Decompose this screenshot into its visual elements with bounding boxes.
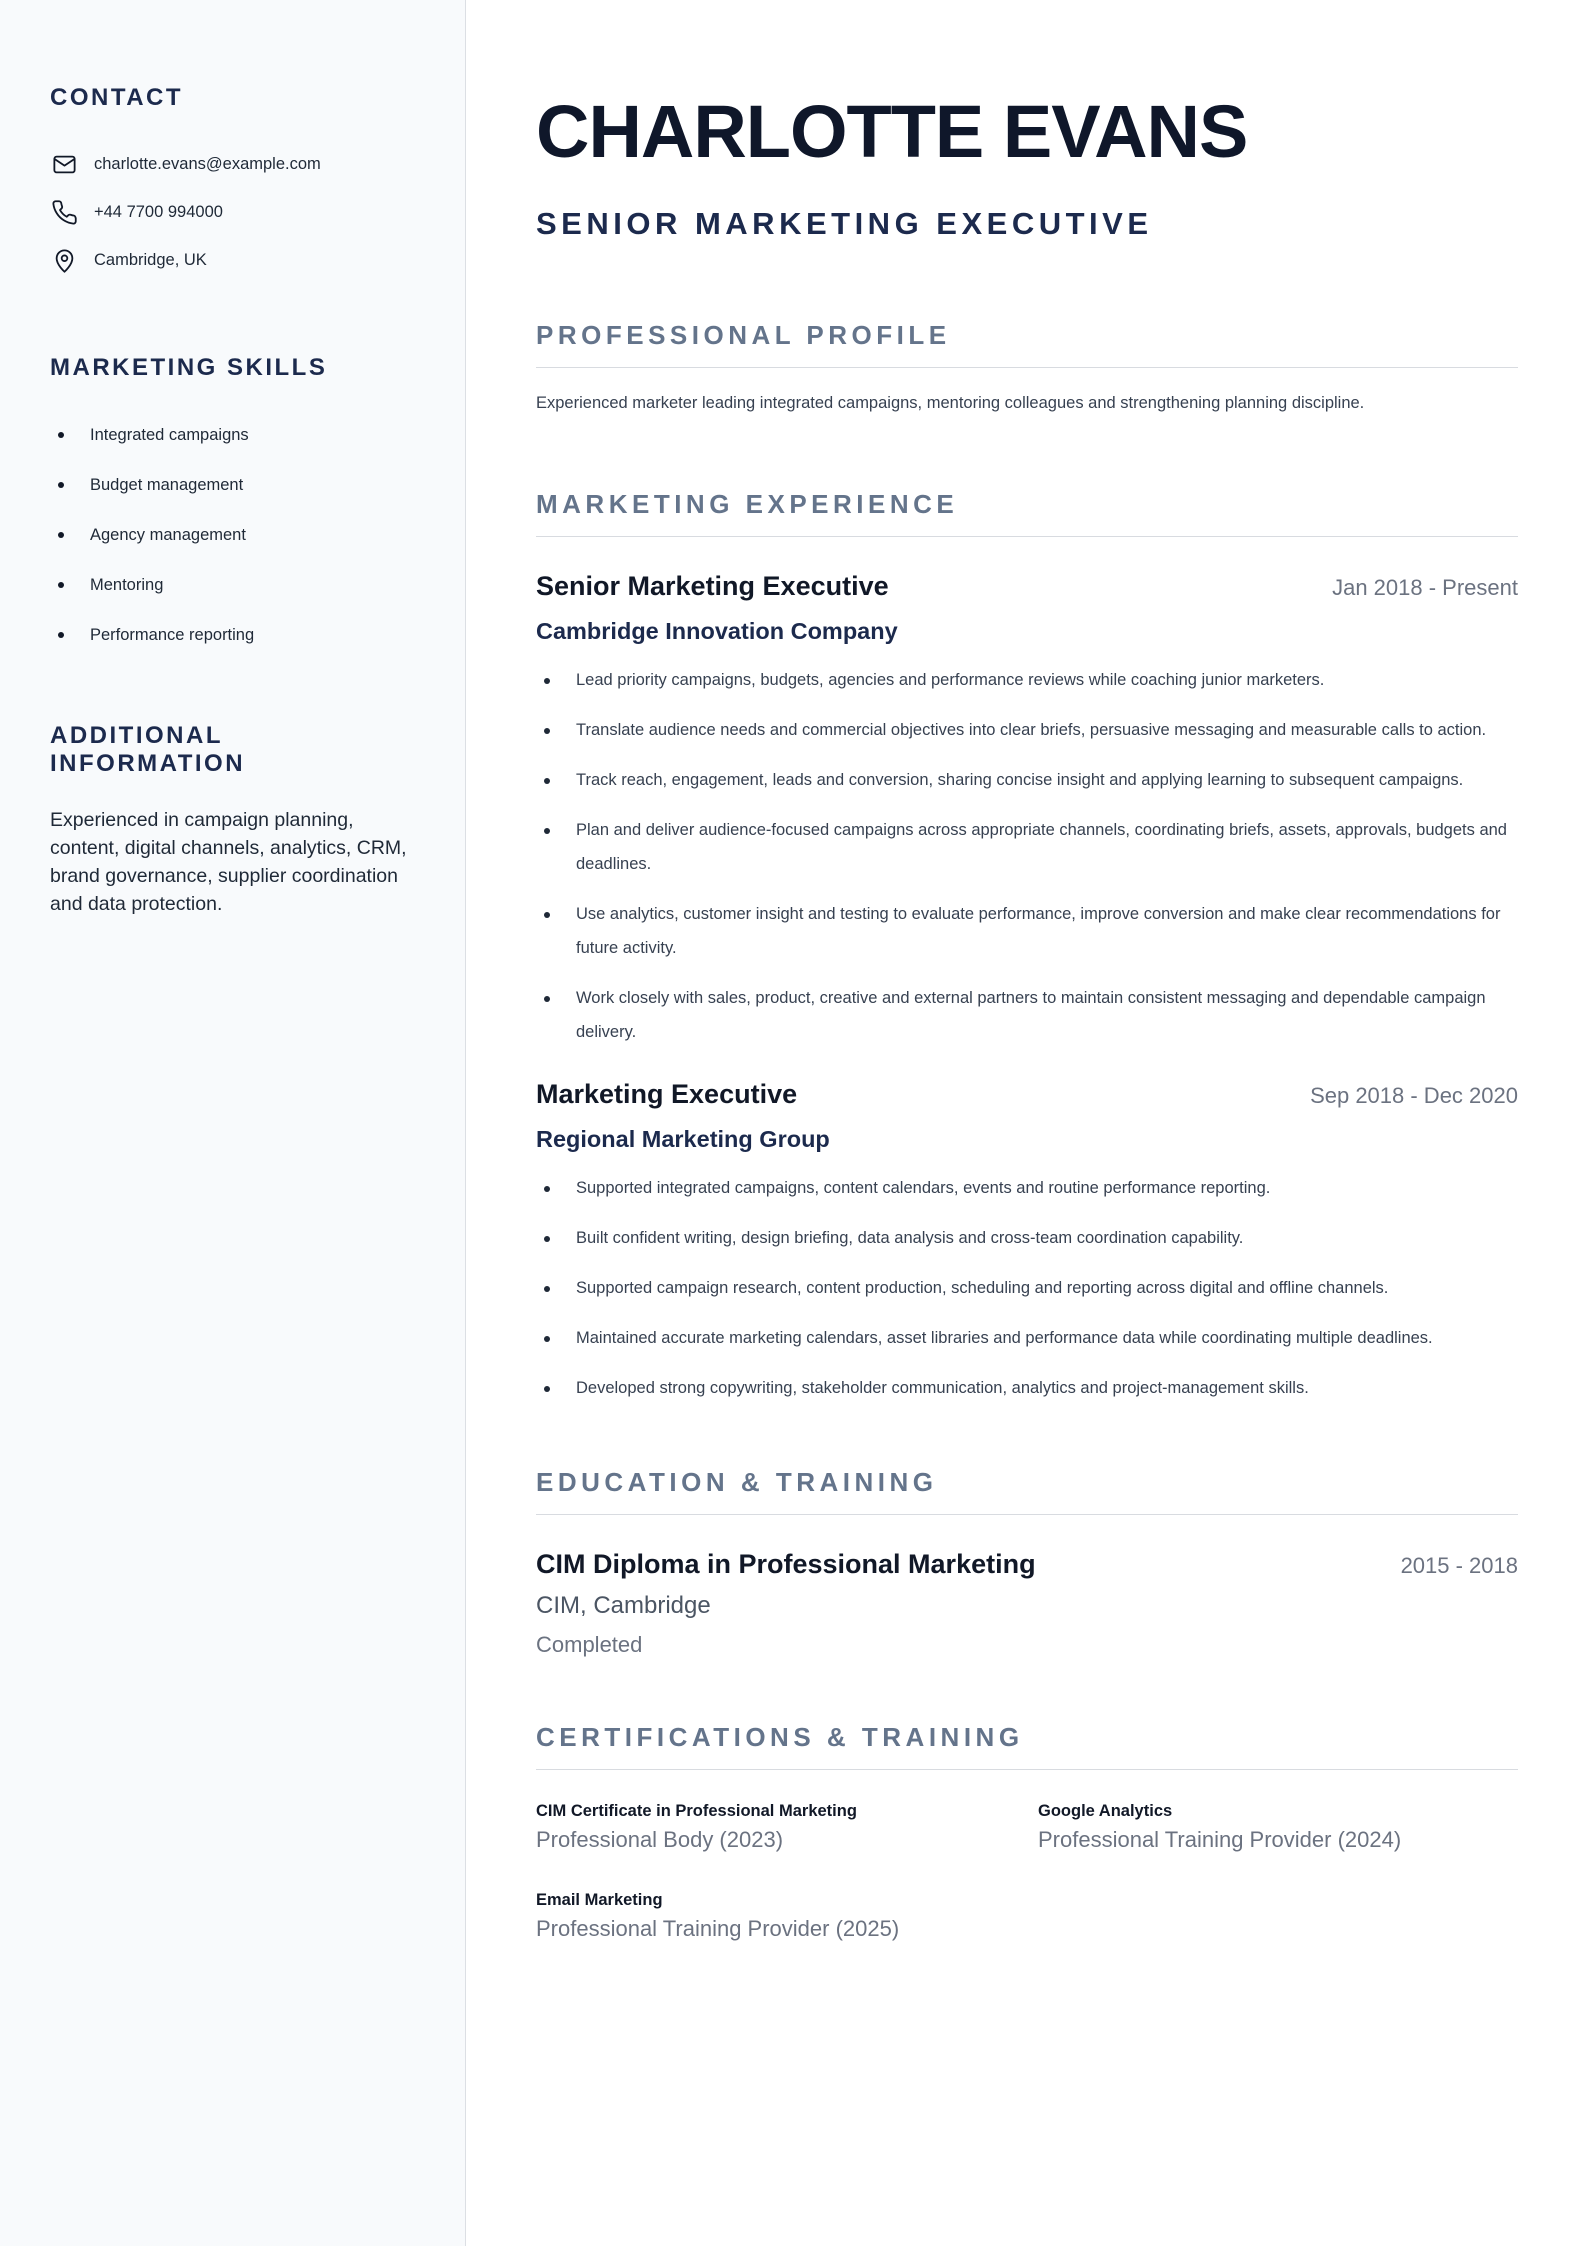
phone-icon — [50, 198, 78, 226]
job-bullets — [536, 663, 1518, 1049]
job-bullet: Translate audience needs and commercial objectives into clear briefs, persuasive messaging and measurable calls to action. — [536, 713, 1518, 747]
experience-section — [536, 489, 1518, 1405]
education-entry — [536, 1549, 1518, 1658]
certifications-heading: CERTIFICATIONS & TRAINING — [536, 1722, 1518, 1770]
additional-text: Experienced in campaign planning, content, digital channels, analytics, CRM, brand governance, supplier coordination and data protection. — [50, 809, 407, 915]
job-bullet: Built confident writing, design briefing, data analysis and cross-team coordination capability. — [536, 1221, 1518, 1255]
education-institution: CIM, Cambridge — [536, 1592, 711, 1619]
certifications-grid — [536, 1802, 1518, 1942]
skills-section — [50, 354, 415, 660]
candidate-headline: SENIOR MARKETING EXECUTIVE — [536, 206, 1153, 241]
phone-text: +44 7700 994000 — [94, 202, 223, 221]
additional-section — [50, 722, 415, 918]
job-bullet: Supported integrated campaigns, content calendars, events and routine performance reporting. — [536, 1171, 1518, 1205]
contact-phone[interactable] — [50, 188, 415, 236]
job-bullets — [536, 1171, 1518, 1405]
job-bullet: Developed strong copywriting, stakeholder communication, analytics and project-management skills. — [536, 1371, 1518, 1405]
skills-list — [50, 410, 415, 660]
skill-item: Mentoring — [50, 560, 415, 610]
job-bullet: Maintained accurate marketing calendars, asset libraries and performance data while coordinating multiple deadlines. — [536, 1321, 1518, 1355]
mail-icon — [50, 150, 78, 178]
profile-section — [536, 320, 1518, 413]
additional-heading: ADDITIONAL INFORMATION — [50, 722, 246, 777]
main-content — [466, 0, 1588, 2246]
certifications-section — [536, 1722, 1518, 1942]
job-title: Senior Marketing Executive — [536, 571, 889, 601]
job-bullet: Lead priority campaigns, budgets, agencies and performance reviews while coaching junior marketers. — [536, 663, 1518, 697]
candidate-name: CHARLOTTE EVANS — [536, 90, 1248, 173]
job-bullet: Use analytics, customer insight and testing to evaluate performance, improve conversion and make clear recommendations for future activity. — [536, 897, 1518, 965]
skill-item: Agency management — [50, 510, 415, 560]
education-heading: EDUCATION & TRAINING — [536, 1467, 1518, 1515]
certification-item — [536, 1891, 1038, 1942]
skill-item: Performance reporting — [50, 610, 415, 660]
skill-item: Budget management — [50, 460, 415, 510]
contact-location — [50, 236, 415, 284]
certification-provider: Professional Training Provider (2025) — [536, 1916, 900, 1941]
sidebar — [0, 0, 466, 2246]
job-entry — [536, 1079, 1518, 1405]
company-name: Cambridge Innovation Company — [536, 618, 898, 644]
job-bullet: Plan and deliver audience-focused campaigns across appropriate channels, coordinating briefs, assets, approvals, budgets and deadlines. — [536, 813, 1518, 881]
certification-provider: Professional Training Provider (2024) — [1038, 1827, 1402, 1852]
certification-name: CIM Certificate in Professional Marketing — [536, 1802, 857, 1820]
skills-heading: MARKETING SKILLS — [50, 354, 328, 381]
location-text: Cambridge, UK — [94, 250, 207, 269]
certification-name: Email Marketing — [536, 1891, 663, 1909]
degree-title: CIM Diploma in Professional Marketing — [536, 1549, 1036, 1579]
education-dates: 2015 - 2018 — [1400, 1553, 1518, 1578]
skill-item: Integrated campaigns — [50, 410, 415, 460]
location-pin-icon — [50, 246, 78, 274]
email-text: charlotte.evans@example.com — [94, 154, 321, 173]
job-bullet: Work closely with sales, product, creative and external partners to maintain consistent messaging and dependable campaign delivery. — [536, 981, 1518, 1049]
profile-heading: PROFESSIONAL PROFILE — [536, 320, 1518, 368]
job-bullet: Track reach, engagement, leads and conversion, sharing concise insight and applying learning to subsequent campaigns. — [536, 763, 1518, 797]
job-bullet: Supported campaign research, content production, scheduling and reporting across digital and offline channels. — [536, 1271, 1518, 1305]
profile-text: Experienced marketer leading integrated campaigns, mentoring colleagues and strengthening planning discipline. — [536, 394, 1365, 412]
job-entry — [536, 571, 1518, 1049]
education-section — [536, 1467, 1518, 1658]
contact-heading: CONTACT — [50, 84, 184, 111]
certification-provider: Professional Body (2023) — [536, 1827, 784, 1852]
experience-heading: MARKETING EXPERIENCE — [536, 489, 1518, 537]
job-dates: Jan 2018 - Present — [1332, 575, 1518, 600]
job-title: Marketing Executive — [536, 1079, 798, 1109]
education-status: Completed — [536, 1632, 643, 1657]
job-dates: Sep 2018 - Dec 2020 — [1310, 1083, 1518, 1108]
company-name: Regional Marketing Group — [536, 1126, 830, 1152]
certification-item — [536, 1802, 1038, 1853]
contact-email[interactable] — [50, 140, 415, 188]
certification-item — [1038, 1802, 1518, 1853]
certification-name: Google Analytics — [1038, 1802, 1173, 1820]
